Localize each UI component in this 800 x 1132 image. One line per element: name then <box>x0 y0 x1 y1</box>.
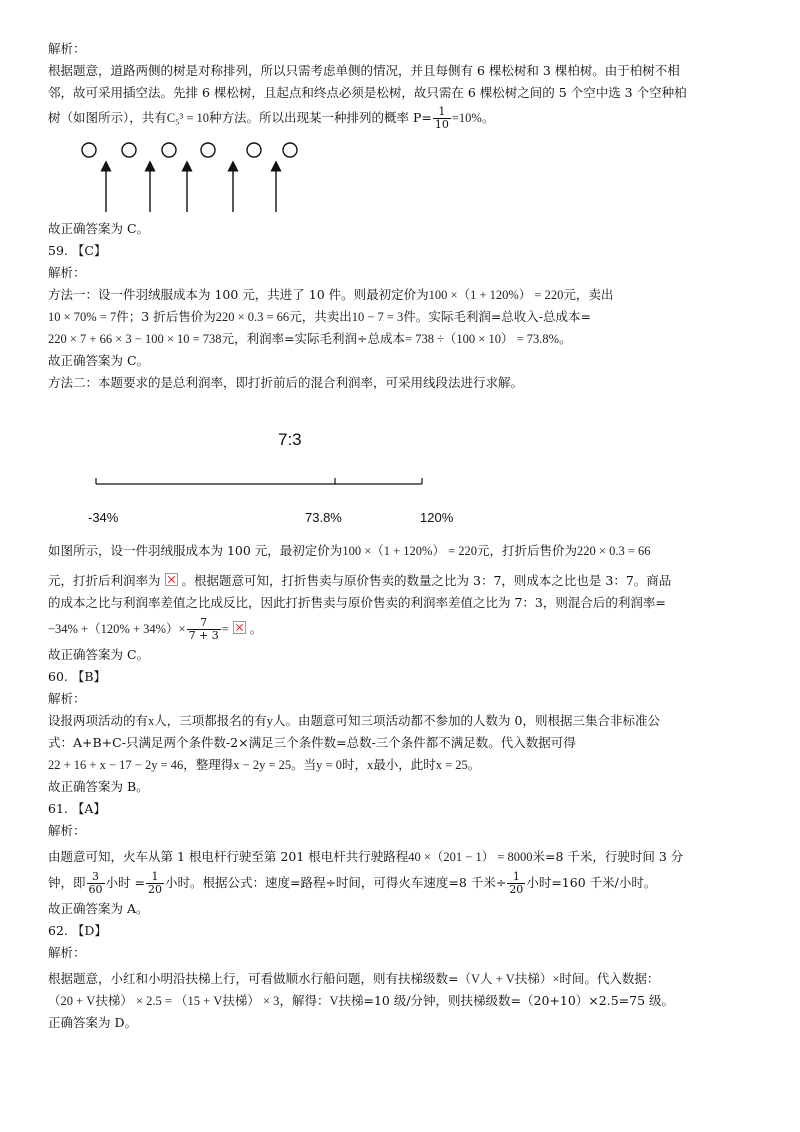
q61-line-1: 由题意可知，火车从第 1 根电杆行驶至第 201 根电杆共行驶路程40 ×（201 − 1） = 8000米=8 千米，行驶时间 3 分 <box>48 849 684 864</box>
q61-heading: 61. 【A】 <box>48 801 106 816</box>
line-segment-diagram <box>48 394 763 540</box>
q59-method2-intro: 方法二：本题要求的是总利润率，即打折前后的混合利润率，可采用线段法进行求解。 <box>48 375 524 390</box>
q59-method2-line-1: 如图所示，设一件羽绒服成本为 100 元，最初定价为100 ×（1 + 120%） = 220元，打折后售价为220 × 0.3 = 66 <box>48 543 651 558</box>
tree-arrangement-diagram <box>48 132 348 218</box>
q58-combination-formula: C₅³ = 10 <box>166 111 210 125</box>
broken-image-icon <box>233 621 246 634</box>
page-content <box>48 38 763 1034</box>
q58-line-3: 树（如图所示），共有C₅³ = 10种方法。所以出现某一种排列的概率 P= $\frac{1}{10}$ =10%。 <box>48 105 495 131</box>
q58-jiexi: 解析： <box>48 41 86 56</box>
q60-line-3: 22 + 16 + x − 17 − 2y = 46，整理得x − 2y = 25。当y = 0时，x最小，此时x = 25。 <box>48 757 481 772</box>
pine-tree-circle <box>201 143 215 157</box>
q60-line-1: 设报两项活动的有x人，三项都报名的有y人。由题意可知三项活动都不参加的人数为 0，则根据三集合非标准公 <box>48 713 660 728</box>
line-segment-figure <box>48 394 763 540</box>
q59-answer-1: 故正确答案为 C。 <box>48 353 150 368</box>
q61-answer: 故正确答案为 A。 <box>48 901 149 916</box>
pine-tree-circle <box>122 143 136 157</box>
q60-heading: 60. 【B】 <box>48 669 107 684</box>
q61-jiexi: 解析： <box>48 823 86 838</box>
q58-line-2: 邻，故可采用插空法。先排 6 棵松树，且起点和终点必须是松树，故只需在 6 棵松树之间的 5 个空中选 3 个空种柏 <box>48 85 687 100</box>
q62-jiexi: 解析： <box>48 945 86 960</box>
q59-method2-line-3: 的成本之比与利润率差值之比成反比，因此打折售卖与原价售卖的利润率差值之比为 7：3，则混合后的利润率= <box>48 595 666 610</box>
q59-jiexi: 解析： <box>48 265 86 280</box>
q58-line-1: 根据题意，道路两侧的树是对称排列，所以只需考虑单侧的情况，并且每侧有 6 棵松树和 3 棵柏树。由于柏树不相 <box>48 63 680 78</box>
pine-tree-circle <box>283 143 297 157</box>
q59-method1-line-1: 方法一：设一件羽绒服成本为 100 元，共进了 10 件。则最初定价为100 ×（1 + 120%） = 220元，卖出 <box>48 287 614 302</box>
pine-tree-circle <box>162 143 176 157</box>
q62-answer: 正确答案为 D。 <box>48 1015 137 1030</box>
q62-line-1: 根据题意，小红和小明沿扶梯上行，可看做顺水行船问题，则有扶梯级数=（V人 + V扶梯）×时间。代入数据： <box>48 971 660 986</box>
q59-method2-line-2: 元，打折后利润率为 。根据题意可知，打折售卖与原价售卖的数量之比为 3：7，则成本之比也是 3：7。商品 <box>48 573 672 588</box>
q60-answer: 故正确答案为 B。 <box>48 779 149 794</box>
q60-line-2: 式：A+B+C-只满足两个条件数-2×满足三个条件数=总数-三个条件都不满足数。代入数据可得 <box>48 735 576 750</box>
q62-line-2: （20 + V扶梯） × 2.5 = （15 + V扶梯） × 3，解得：V扶梯=10 级/分钟，则扶梯级数=（20+10）×2.5=75 级。 <box>48 993 675 1008</box>
q59-method1-line-2: 10 × 70% = 7件；3 折后售价为220 × 0.3 = 66元，共卖出10 − 7 = 3件。实际毛利润=总收入-总成本= <box>48 309 591 324</box>
tree-arrangement-figure <box>48 132 763 218</box>
q58-answer: 故正确答案为 C。 <box>48 221 150 236</box>
q59-method2-line-4: −34% +（120% + 34%）× $\frac{7}{7 + 3}$ = 。 <box>48 616 263 642</box>
q59-heading: 59. 【C】 <box>48 243 107 258</box>
axis-label-mix: 73.8% <box>305 510 342 525</box>
axis-label-min: -34% <box>88 510 119 525</box>
q59-answer-2: 故正确答案为 C。 <box>48 647 150 662</box>
q59-method1-line-3: 220 × 7 + 66 × 3 − 100 × 10 = 738元，利润率=实际毛利润÷总成本= 738 ÷（100 × 10） = 73.8%。 <box>48 331 572 346</box>
axis-label-max: 120% <box>420 510 454 525</box>
q62-heading: 62. 【D】 <box>48 923 107 938</box>
q58-fraction: $\frac{1}{10}$ <box>434 105 449 131</box>
broken-image-icon <box>165 573 178 586</box>
pine-tree-circle <box>82 143 96 157</box>
q60-jiexi: 解析： <box>48 691 86 706</box>
q61-line-2: 钟，即 $\frac{3}{60}$ 小时 = $\frac{1}{20}$ 小时。根据公式：速度=路程÷时间，可得火车速度=8 千米÷ $\frac{1}{20}$ 小时=160 千米/小时。 <box>48 870 657 896</box>
pine-tree-circle <box>247 143 261 157</box>
ratio-label: 7:3 <box>278 430 302 449</box>
q59-fraction: $\frac{7}{7 + 3}$ <box>188 616 219 642</box>
